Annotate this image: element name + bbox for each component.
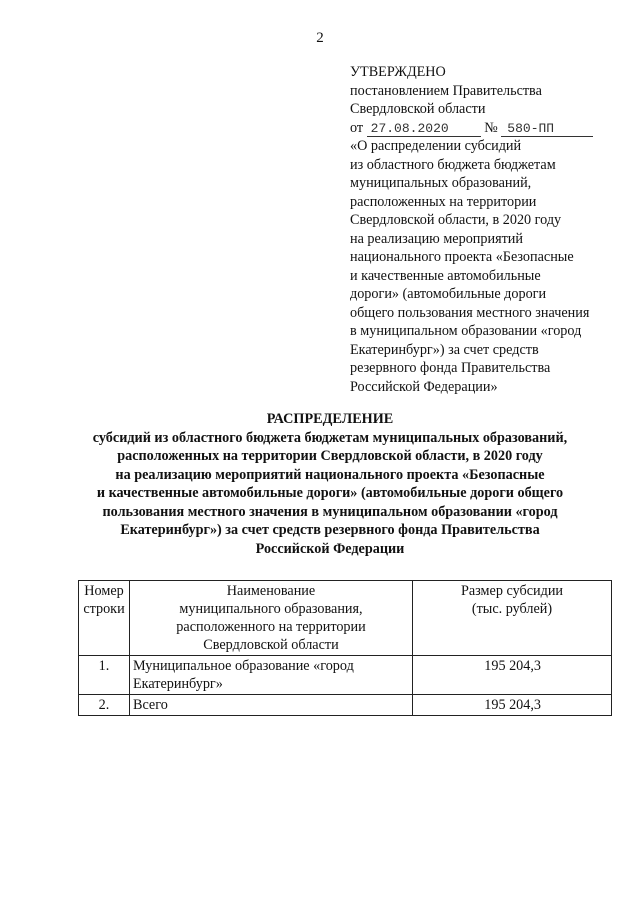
number-prefix: № [484, 119, 498, 136]
table-header-row [79, 581, 612, 656]
page-number: 2 [316, 30, 324, 46]
decree-title-line: муниципальных образований, [350, 175, 532, 191]
subsidy-amount: 195 204,3 [413, 656, 612, 695]
total-label: Всего [130, 695, 413, 716]
header-municipality: Наименование муниципального образования, расположенного на территории Свердловской области [130, 581, 413, 656]
decree-title-line: Екатеринбург») за счет средств [350, 341, 539, 358]
decree-title-line: на реализацию мероприятий [350, 230, 523, 247]
decree-title-line: из областного бюджета бюджетам [350, 156, 556, 173]
subsidy-table [78, 580, 612, 716]
heading-line: субсидий из областного бюджета бюджетам муниципальных образований, [92, 429, 568, 446]
row-number: 2. [79, 695, 130, 716]
heading-title: РАСПРЕДЕЛЕНИЕ [266, 411, 394, 427]
distribution-heading [40, 410, 620, 558]
decree-date-line [350, 119, 620, 138]
decree-title-line: общего пользования местного значения [350, 304, 590, 321]
header-row-number: Номер строки [79, 581, 130, 656]
approval-line: Свердловской области [350, 101, 486, 117]
row-number: 1. [79, 656, 130, 695]
heading-line: пользования местного значения в муниципальном образовании «город [102, 503, 558, 520]
decree-number: 580-ПП [501, 121, 593, 137]
table-row-total [79, 695, 612, 716]
approval-line: постановлением Правительства [350, 82, 542, 99]
approval-title: УТВЕРЖДЕНО [350, 64, 446, 80]
approval-block [350, 63, 620, 396]
table-row [79, 656, 612, 695]
date-prefix: от [350, 119, 364, 136]
heading-line: расположенных на территории Свердловской области, в 2020 году [117, 448, 543, 464]
heading-line: Екатеринбург») за счет средств резервного фонда Правительства [120, 522, 540, 538]
decree-title-line: Российской Федерации» [350, 378, 498, 395]
decree-title-line: в муниципальном образовании «город [350, 323, 582, 339]
decree-title-line: дороги» (автомобильные дороги [350, 286, 547, 302]
decree-title-line: расположенных на территории [350, 193, 537, 210]
decree-title-line: Свердловской области, в 2020 году [350, 212, 562, 228]
decree-title-line: резервного фонда Правительства [350, 360, 551, 376]
heading-line: на реализацию мероприятий национального проекта «Безопасные [115, 466, 545, 483]
heading-line: Российской Федерации [255, 540, 405, 557]
heading-line: и качественные автомобильные дороги» (автомобильные дороги общего [96, 485, 564, 501]
municipality-name: Муниципальное образование «город Екатеринбург» [130, 656, 413, 695]
header-subsidy-amount: Размер субсидии (тыс. рублей) [413, 581, 612, 656]
decree-title-line: «О распределении субсидий [350, 138, 522, 154]
decree-title-line: национального проекта «Безопасные [350, 249, 574, 265]
total-amount: 195 204,3 [413, 695, 612, 716]
decree-title-line: и качественные автомобильные [350, 267, 541, 284]
decree-date: 27.08.2020 [367, 121, 481, 137]
